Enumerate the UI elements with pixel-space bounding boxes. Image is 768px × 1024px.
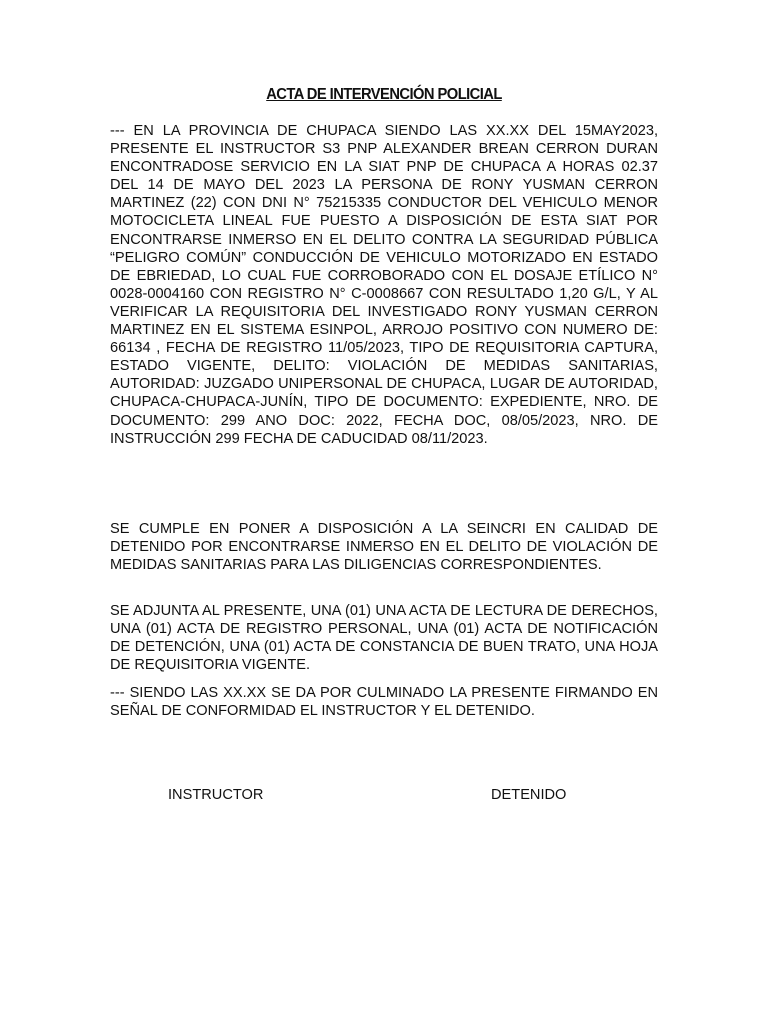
document-title: ACTA DE INTERVENCIÓN POLICIAL	[266, 86, 502, 103]
paragraph-intervention-details: --- EN LA PROVINCIA DE CHUPACA SIENDO LAS XX.XX DEL 15MAY2023, PRESENTE EL INSTRUCTOR S3 PNP ALEXANDER BREAN CERRON DURAN ENCONTRADOSE SERVICIO EN LA SIAT PNP DE CHUPACA A HORAS 02.37 DEL 14 DE MAYO DEL 2023 LA PERSONA DE RONY YUSMAN CERRON MARTINEZ (22) CON DNI N° 75215335 CONDUCTOR DEL VEHICULO MENOR MOTOCICLETA LINEAL FUE PUESTO A DISPOSICIÓN DE ESTA SIAT POR ENCONTRARSE INMERSO EN EL DELITO CONTRA LA SEGURIDAD PÚBLICA “PELIGRO COMÚN” CONDUCCIÓN DE VEHICULO MOTORIZADO EN ESTADO DE EBRIEDAD, LO CUAL FUE CORROBORADO CON EL DOSAJE ETÍLICO N° 0028-0004160 CON REGISTRO N° C-0008667 CON RESULTADO 1,20 G/L, Y AL VERIFICAR LA REQUISITORIA DEL INVESTIGADO RONY YUSMAN CERRON MARTINEZ EN EL SISTEMA ESINPOL, ARROJO POSITIVO CON NUMERO DE: 66134 , FECHA DE REGISTRO 11/05/2023, TIPO DE REQUISITORIA CAPTURA, ESTADO VIGENTE, DELITO: VIOLACIÓN DE MEDIDAS SANITARIAS, AUTORIDAD: JUZGADO UNIPERSONAL DE CHUPACA, LUGAR DE AUTORIDAD, CHUPACA-CHUPACA-JUNÍN, TIPO DE DOCUMENTO: EXPEDIENTE, NRO. DE DOCUMENTO: 299 ANO DOC: 2022, FECHA DOC, 08/05/2023, NRO. DE INSTRUCCIÓN 299 FECHA DE CADUCIDAD 08/11/2023.	[110, 123, 658, 447]
signature-label-instructor: INSTRUCTOR	[168, 787, 264, 803]
signature-label-detenido: DETENIDO	[491, 787, 567, 803]
paragraph-attachments: SE ADJUNTA AL PRESENTE, UNA (01) UNA ACTA DE LECTURA DE DERECHOS, UNA (01) ACTA DE REGISTRO PERSONAL, UNA (01) ACTA DE NOTIFICACIÓN DE DETENCIÓN, UNA (01) ACTA DE CONSTANCIA DE BUEN TRATO, UNA HOJA DE REQUISITORIA VIGENTE.	[110, 603, 658, 674]
paragraph-disposition: SE CUMPLE EN PONER A DISPOSICIÓN A LA SEINCRI EN CALIDAD DE DETENIDO POR ENCONTRARSE INMERSO EN EL DELITO DE VIOLACIÓN DE MEDIDAS SANITARIAS PARA LAS DILIGENCIAS CORRESPONDIENTES.	[110, 521, 658, 574]
paragraph-closing: --- SIENDO LAS XX.XX SE DA POR CULMINADO LA PRESENTE FIRMANDO EN SEÑAL DE CONFORMIDAD EL INSTRUCTOR Y EL DETENIDO.	[110, 685, 658, 720]
